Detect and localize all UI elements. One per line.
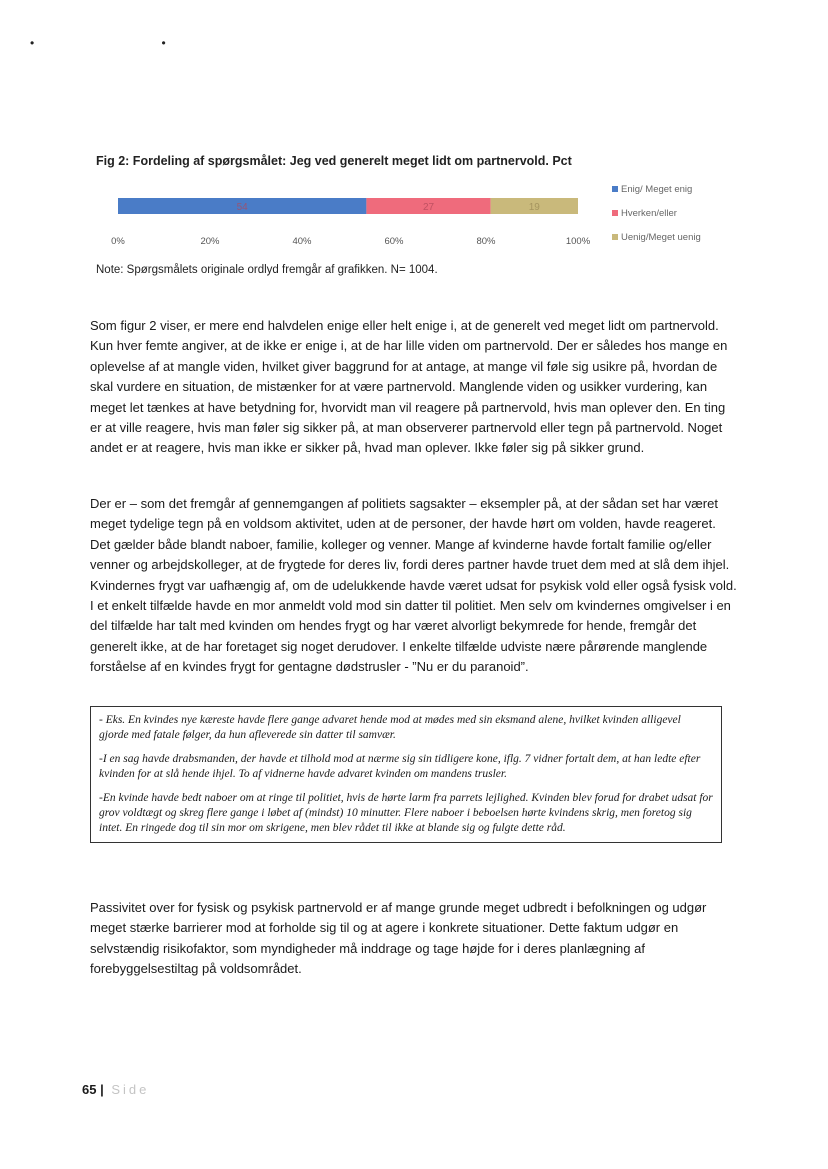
x-tick-label: 80% bbox=[476, 236, 496, 247]
case-examples-box bbox=[90, 706, 722, 843]
legend-swatch-1 bbox=[612, 186, 618, 192]
footer-separator: | bbox=[100, 1082, 104, 1097]
page-footer bbox=[82, 1082, 149, 1097]
case-example-1: - Eks. En kvindes nye kæreste havde flere gange advaret hende mod at mødes med sin eksmand alene, hvilket kvinden alligevel gjorde med fatale følger, da hun afleverede sin datter til samvær. bbox=[99, 714, 681, 741]
footer-side-label: Side bbox=[111, 1082, 150, 1097]
case-example-2: -I en sag havde drabsmanden, der havde et tilhold mod at nærme sig sin tidligere kone, iflg. 7 vidner fortalt dem, at han ledte efter kvinden for at slå hende ihjel. To af vidnerne havde advaret kvinden om mandens trusler. bbox=[99, 753, 701, 780]
x-tick-label: 20% bbox=[200, 236, 220, 247]
bar-data-label-3: 19 bbox=[528, 202, 540, 213]
paragraph-1: Som figur 2 viser, er mere end halvdelen enige eller helt enige i, at de generelt ved meget lidt om partnervold. Kun hver femte angiver, at de ikke er enige i, at de har lille viden om partnervold. Der er således hos mange en oplevelse af at mangle viden, hvilket giver baggrund for at antage, at mange vil føle sig usikre på, hvordan de skal vurdere en situation, de mistænker for at være partnervold. Manglende viden og usikker vurdering, kan meget let tænkes at have betydning for, hvorvidt man vil reagere på partnervold, hvis man oplever den. En ting er at ville reagere, hvis man føler sig sikker på, at man observerer partnervold eller tegn på partnervold. Noget andet er at reagere, hvis man ikke er sikker på, hvad man oplever. Ikke føler sig på sikker grund. bbox=[90, 318, 728, 456]
x-tick-label: 40% bbox=[292, 236, 312, 247]
x-tick-label: 100% bbox=[565, 236, 591, 247]
legend-entry-3: Uenig/Meget uenig bbox=[621, 232, 701, 243]
bar-data-label-1: 54 bbox=[236, 202, 248, 213]
page-number: 65 bbox=[82, 1082, 97, 1097]
bar-data-label-2: 27 bbox=[422, 202, 435, 213]
stacked-bar-chart bbox=[96, 180, 736, 252]
figure-note: Note: Spørgsmålets originale ordlyd fremgår af grafikken. N= 1004. bbox=[96, 264, 438, 276]
case-example-3: -En kvinde havde bedt naboer om at ringe til politiet, hvis de hørte larm fra parrets lejlighed. Kvinden blev forud for drabet udsat for grov voldtægt og skreg flere gange i løbet af (mindst) 10 minutter. Flere naboer i beboelsen hørte kvindens skrig, men foretog sig intet. En ringede dog til sin mor om skrigene, men blev rådet til ikke at blande sig og fulgte dette råd. bbox=[99, 792, 713, 834]
figure-title: Fig 2: Fordeling af spørgsmålet: Jeg ved generelt meget lidt om partnervold. Pct bbox=[96, 154, 572, 168]
header-marks: • • bbox=[30, 36, 228, 50]
x-tick-label: 60% bbox=[384, 236, 404, 247]
legend-swatch-3 bbox=[612, 234, 618, 240]
paragraph-3: Passivitet over for fysisk og psykisk partnervold er af mange grunde meget udbredt i befolkningen og udgør meget stærke barrierer mod at forholde sig til og at agere i konkrete situationer. Dette faktum udgør en selvstændig risikofaktor, som myndigheder må inddrage og tage højde for i deres planlægning af forebyggelsestiltag på voldsområdet. bbox=[90, 900, 707, 977]
legend-entry-2: Hverken/eller bbox=[621, 208, 677, 219]
paragraph-2: Der er – som det fremgår af gennemgangen af politiets sagsakter – eksempler på, at der sådan set har været meget tydelige tegn på en voldsom aktivitet, uden at de personer, der havde hørt om volden, havde reageret. Det gælder både blandt naboer, familie, kolleger og venner. Mange af kvinderne havde fortalt familie og/eller venner og arbejdskolleger, at de frygtede for deres liv, fordi deres partner havde truet dem med at slå dem ihjel. Kvindernes frygt var uafhængig af, om de udelukkende havde været udsat for psykisk vold eller også fysisk vold. I et enkelt tilfælde havde en mor anmeldt vold mod sin datter til politiet. Men selv om kvindernes omgivelser i en del tilfælde har talt med kvinden om hendes frygt og har været alvorligt bekymrede for hende, fremgår det generelt ikke, at de har foretaget sig noget derudover. I enkelte tilfælde udviste nære pårørende manglende forståelse af en kvindes frygt for gentagne dødstrusler - ”Nu er du paranoid”. bbox=[90, 496, 737, 675]
x-tick-label: 0% bbox=[111, 236, 125, 247]
legend-entry-1: Enig/ Meget enig bbox=[621, 184, 693, 195]
legend-swatch-2 bbox=[612, 210, 618, 216]
